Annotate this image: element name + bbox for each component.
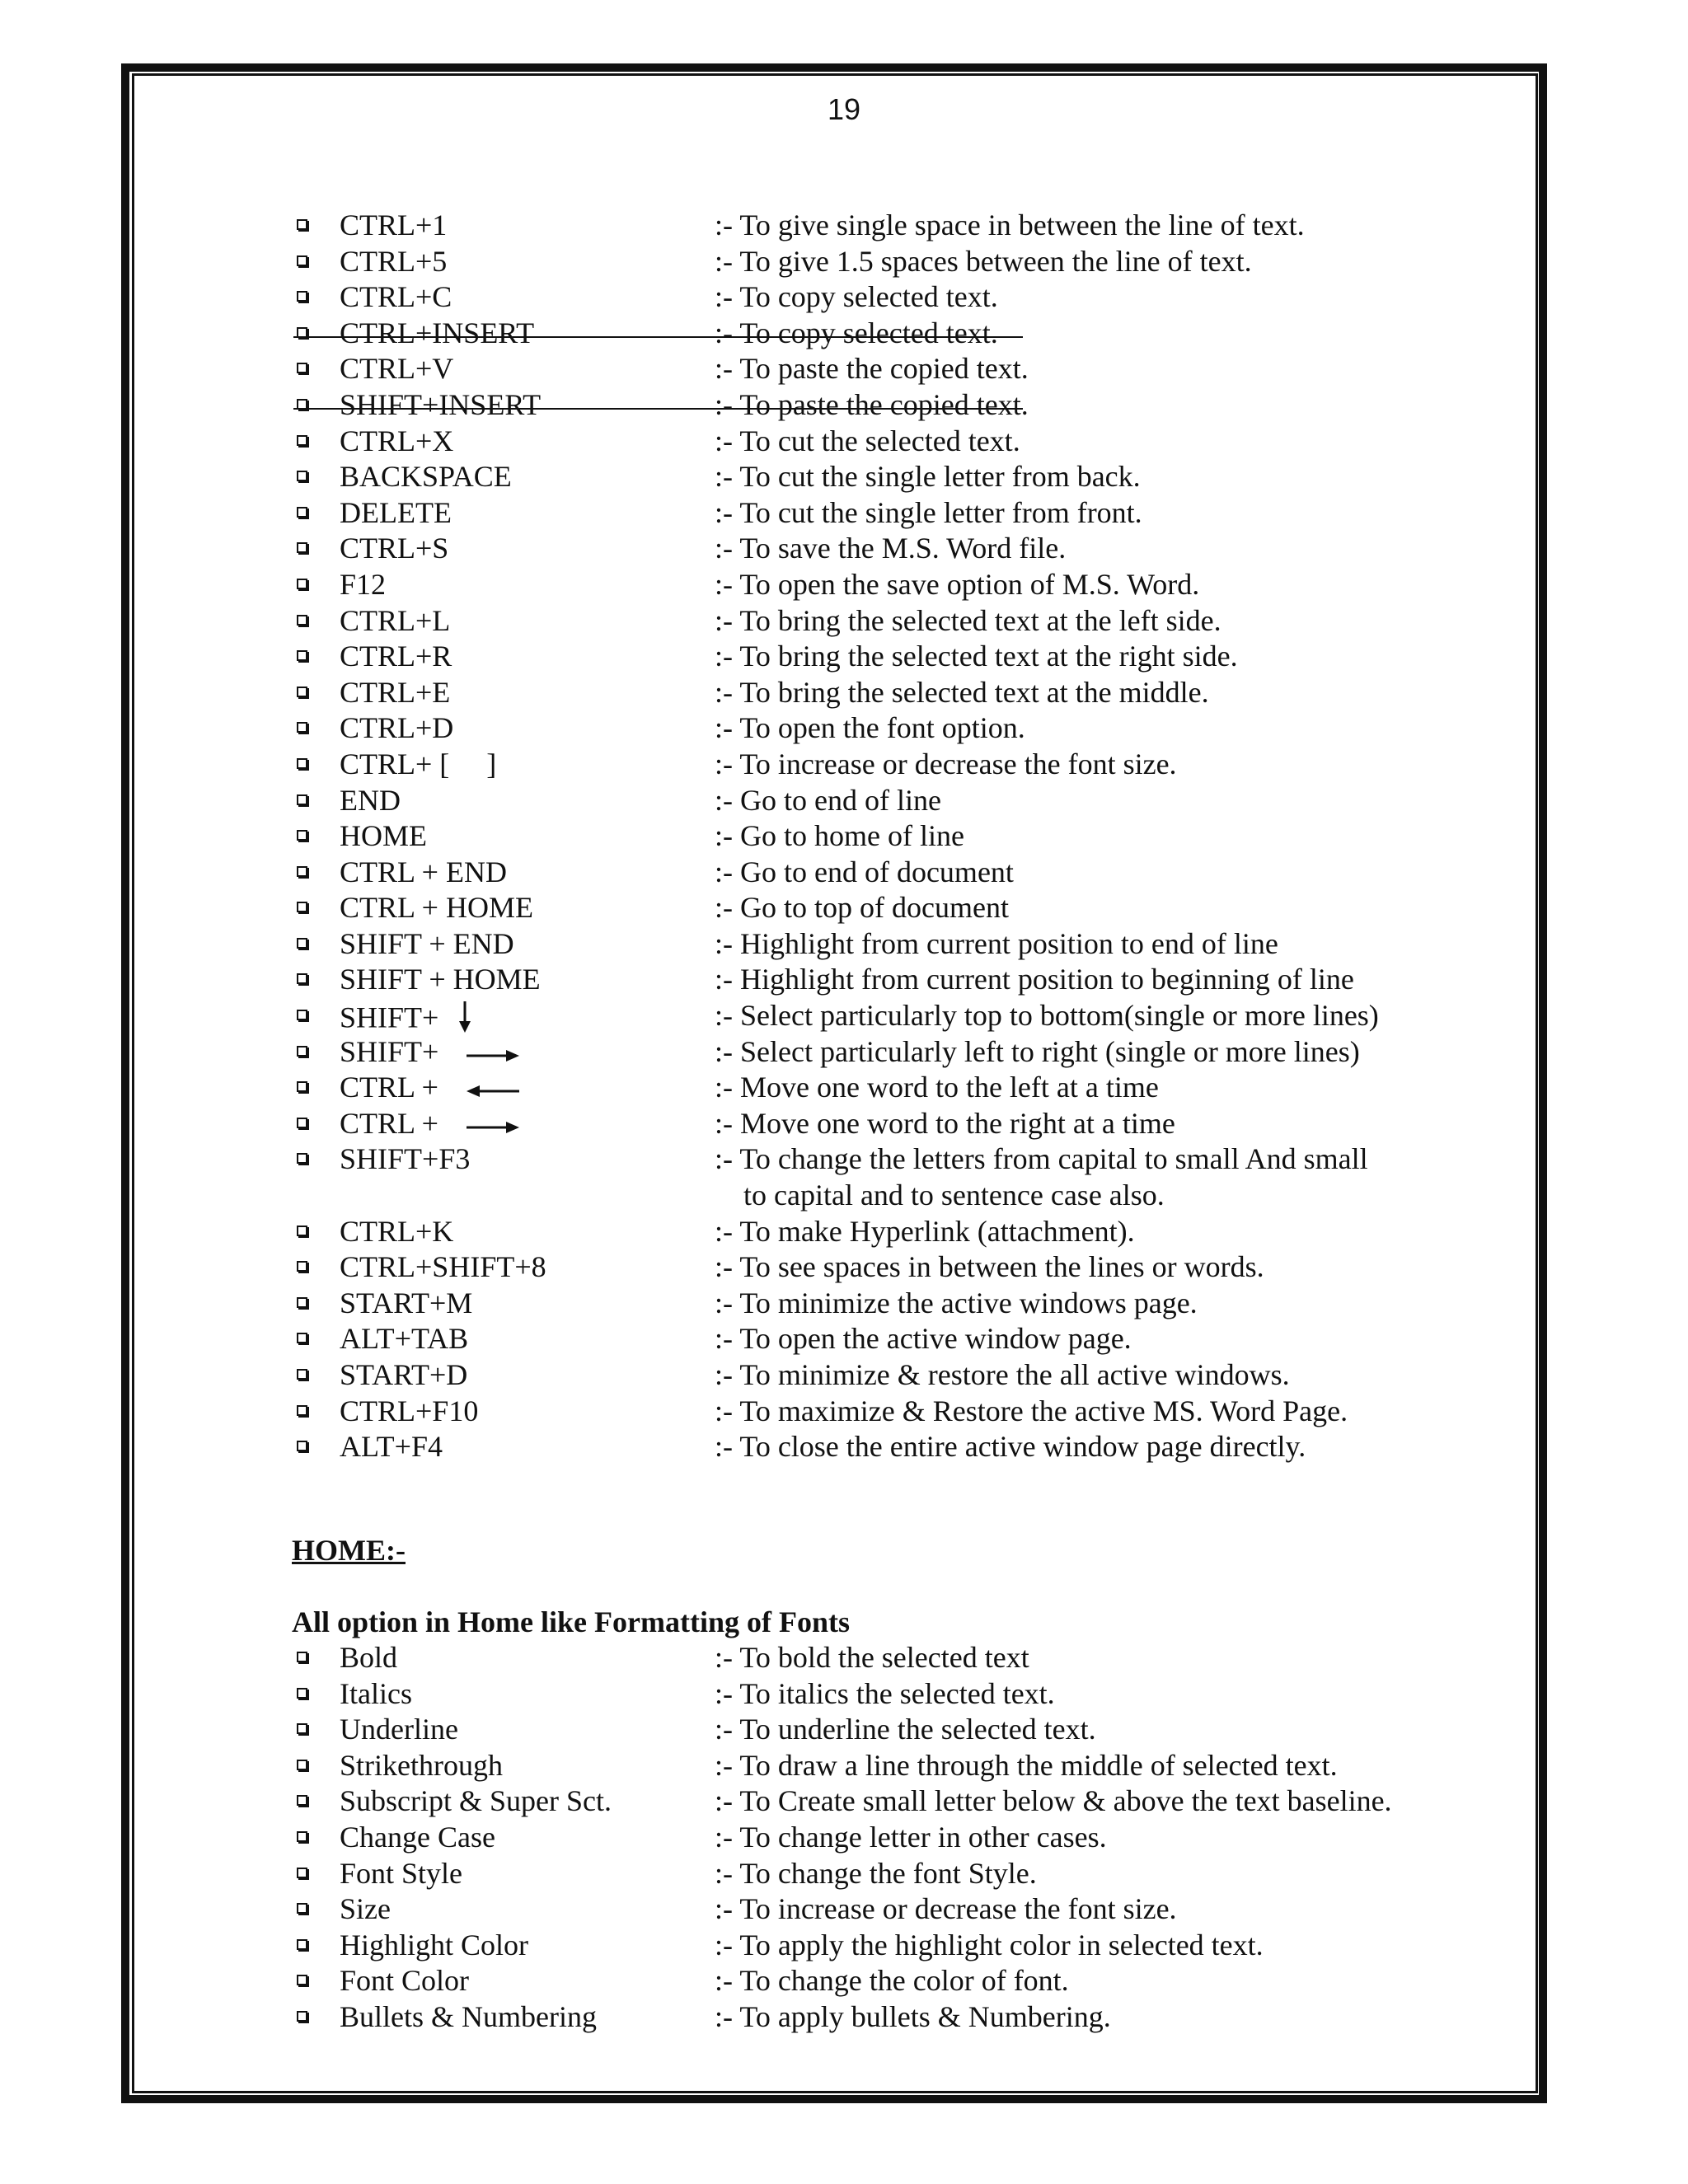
shortcut-key	[340, 1214, 453, 1250]
strikethrough-line	[293, 408, 1023, 410]
shortcut-description: :- To paste the copied text.	[715, 352, 1029, 386]
square-bullet-icon	[297, 1333, 307, 1343]
shortcut-key	[340, 1357, 467, 1394]
home-subheading: All option in Home like Formatting of Fonts	[292, 1605, 850, 1638]
shortcut-key-text: CTRL+D	[340, 711, 454, 745]
shortcut-key-text: SHIFT + END	[340, 926, 514, 960]
shortcut-key	[340, 603, 450, 640]
square-bullet-icon	[297, 1652, 307, 1662]
square-bullet-icon	[297, 1723, 307, 1734]
list-item	[290, 531, 1469, 567]
shortcut-key-text: Subscript & Super Sct.	[340, 1784, 612, 1818]
shortcut-key	[340, 855, 507, 891]
list-item	[290, 818, 1469, 855]
shortcut-key	[340, 1394, 478, 1430]
shortcut-description: :- Go to end of line	[715, 783, 941, 817]
square-bullet-icon	[297, 938, 307, 949]
shortcut-description: :- Select particularly top to bottom(single or more lines)	[715, 999, 1379, 1033]
square-bullet-icon	[297, 1369, 307, 1380]
list-item	[290, 1286, 1469, 1322]
shortcut-key	[340, 1999, 597, 2036]
shortcut-description: :- To maximize & Restore the active MS. Word Page.	[715, 1394, 1348, 1427]
shortcut-key	[340, 1640, 397, 1676]
list-item	[290, 926, 1469, 963]
shortcut-key	[340, 1820, 495, 1856]
shortcut-key-text: Change Case	[340, 1820, 495, 1854]
square-bullet-icon	[297, 973, 307, 984]
shortcut-key	[340, 279, 452, 316]
strikethrough-line	[293, 336, 1023, 338]
shortcut-key-text: Font Style	[340, 1856, 463, 1890]
list-item	[290, 639, 1469, 675]
shortcut-description: :- To paste the copied text.	[715, 387, 1029, 421]
shortcut-key-text: CTRL + END	[340, 855, 507, 888]
square-bullet-icon	[297, 1226, 307, 1236]
shortcut-description: :- To change the color of font.	[715, 1964, 1069, 1998]
list-item	[290, 1999, 1469, 2036]
square-bullet-icon	[297, 1939, 307, 1950]
square-bullet-icon	[297, 687, 307, 697]
shortcut-key-text: Underline	[340, 1713, 458, 1746]
shortcut-description: :- To copy selected text.	[715, 316, 998, 349]
list-item	[290, 1429, 1469, 1465]
shortcut-description: :- Go to home of line	[715, 819, 964, 853]
square-bullet-icon	[297, 1760, 307, 1770]
list-item	[290, 495, 1469, 532]
shortcut-key-text: DELETE	[340, 495, 452, 529]
shortcut-description: :- To apply bullets & Numbering.	[715, 1999, 1111, 2033]
shortcut-description: :- To open the active window page.	[715, 1322, 1132, 1356]
shortcut-description: :- To bring the selected text at the right side.	[715, 640, 1238, 673]
list-item	[290, 890, 1469, 926]
shortcut-description: :- To underline the selected text.	[715, 1713, 1096, 1746]
shortcut-key	[340, 316, 534, 352]
square-bullet-icon	[297, 722, 307, 733]
shortcut-key-text: CTRL+K	[340, 1214, 454, 1248]
page-number: 19	[827, 92, 861, 126]
shortcut-description: :- To minimize the active windows page.	[715, 1286, 1198, 1319]
list-item	[290, 1394, 1469, 1430]
list-item	[290, 783, 1469, 819]
shortcut-description: :- To open the font option.	[715, 711, 1025, 745]
shortcut-description-continued: to capital and to sentence case also.	[743, 1179, 1165, 1212]
list-item	[290, 1783, 1469, 1820]
shortcut-key	[340, 1783, 612, 1820]
shortcut-key	[340, 962, 541, 998]
shortcut-key	[340, 675, 450, 711]
square-bullet-icon	[297, 255, 307, 266]
shortcut-key	[340, 1070, 523, 1108]
shortcut-key-text: CTRL+R	[340, 640, 452, 673]
list-item	[290, 1214, 1469, 1250]
shortcut-description: :- Move one word to the left at a time	[715, 1071, 1159, 1104]
shortcut-key-text: CTRL+1	[340, 209, 448, 241]
square-bullet-icon	[297, 1010, 307, 1020]
shortcut-description: :- To close the entire active window page directly.	[715, 1430, 1306, 1464]
shortcut-key-text: CTRL+L	[340, 603, 451, 637]
square-bullet-icon	[297, 435, 307, 446]
shortcut-key-text: CTRL+SHIFT+8	[340, 1250, 546, 1284]
square-bullet-icon	[297, 1903, 307, 1914]
shortcut-key	[340, 495, 452, 532]
shortcut-key-text: CTRL+ [ ]	[340, 747, 497, 780]
shortcut-key-text: ALT+F4	[340, 1430, 443, 1464]
shortcut-list	[290, 208, 1469, 1465]
shortcut-key-text: CTRL +	[340, 1106, 438, 1140]
shortcut-description: :- To copy selected text.	[715, 280, 998, 314]
list-item	[290, 675, 1469, 711]
list-item	[290, 1070, 1469, 1106]
list-item	[290, 387, 1469, 424]
square-bullet-icon	[297, 2011, 307, 2022]
shortcut-key-text: Font Color	[340, 1964, 470, 1998]
shortcut-key	[340, 926, 514, 963]
home-options-list	[290, 1640, 1469, 2036]
square-bullet-icon	[297, 1405, 307, 1416]
shortcut-description: :- Go to top of document	[715, 891, 1009, 925]
shortcut-description: :- Go to end of document	[715, 855, 1014, 888]
shortcut-key	[340, 1712, 458, 1748]
list-item	[290, 1963, 1469, 1999]
square-bullet-icon	[297, 219, 307, 230]
shortcut-key-text: CTRL+S	[340, 532, 449, 565]
shortcut-key	[340, 1748, 503, 1784]
shortcut-key-text: HOME	[340, 819, 427, 853]
list-item	[290, 962, 1469, 998]
shortcut-key-text: CTRL+V	[340, 352, 454, 386]
square-bullet-icon	[297, 1868, 307, 1878]
shortcut-key-text: CTRL+E	[340, 675, 451, 709]
list-item	[290, 1676, 1469, 1713]
square-bullet-icon	[297, 1118, 307, 1128]
list-item	[290, 1748, 1469, 1784]
shortcut-key	[340, 1106, 523, 1145]
shortcut-description: :- To increase or decrease the font size.	[715, 747, 1177, 780]
shortcut-key	[340, 1429, 443, 1465]
square-bullet-icon	[297, 650, 307, 661]
shortcut-description: :- To bring the selected text at the left side.	[715, 603, 1221, 637]
shortcut-key-text: CTRL +	[340, 1071, 438, 1104]
shortcut-description: :- To cut the selected text.	[715, 424, 1020, 457]
shortcut-key-text: Bold	[340, 1641, 398, 1674]
home-heading: HOME:-	[292, 1534, 406, 1567]
list-item	[290, 1640, 1469, 1676]
shortcut-key	[340, 531, 448, 567]
shortcut-key-text: CTRL+INSERT	[340, 316, 535, 349]
shortcut-key	[340, 459, 512, 495]
square-bullet-icon	[297, 579, 307, 589]
shortcut-key-text: ALT+TAB	[340, 1322, 469, 1356]
square-bullet-icon	[297, 291, 307, 302]
list-item	[290, 1106, 1469, 1142]
shortcut-key	[340, 1676, 412, 1713]
list-item	[290, 710, 1469, 747]
shortcut-key-text: START+D	[340, 1358, 468, 1391]
shortcut-description: :- To change the letters from capital to small And small	[715, 1142, 1368, 1176]
square-bullet-icon	[297, 363, 307, 373]
shortcut-key-text: SHIFT + HOME	[340, 963, 541, 996]
shortcut-key-text: SHIFT+	[340, 1001, 439, 1034]
square-bullet-icon	[297, 615, 307, 626]
list-item	[290, 1034, 1469, 1071]
square-bullet-icon	[297, 1831, 307, 1842]
shortcut-description: :- To bring the selected text at the middle.	[715, 675, 1209, 709]
shortcut-key	[340, 710, 453, 747]
shortcut-key-text: CTRL+C	[340, 280, 452, 314]
square-bullet-icon	[297, 830, 307, 841]
square-bullet-icon	[297, 1441, 307, 1451]
square-bullet-icon	[297, 507, 307, 518]
shortcut-description: :- Move one word to the right at a time	[715, 1106, 1175, 1140]
shortcut-key	[340, 387, 541, 424]
shortcut-key	[340, 1891, 391, 1928]
shortcut-key-text: BACKSPACE	[340, 460, 512, 494]
shortcut-key-text: Strikethrough	[340, 1748, 503, 1782]
shortcut-key	[340, 567, 386, 603]
right-arrow-icon	[463, 1037, 523, 1073]
shortcut-description: :- Highlight from current position to end of line	[715, 926, 1278, 960]
shortcut-key	[340, 1928, 528, 1964]
list-item	[290, 1712, 1469, 1748]
shortcut-key-text: END	[340, 783, 401, 817]
shortcut-description: :- To Create small letter below & above the text baseline.	[715, 1784, 1392, 1818]
square-bullet-icon	[297, 794, 307, 805]
list-item	[290, 998, 1469, 1034]
shortcut-description: :- To italics the selected text.	[715, 1676, 1055, 1710]
shortcut-description: :- To increase or decrease the font size.	[715, 1892, 1177, 1926]
square-bullet-icon	[297, 1153, 307, 1164]
shortcut-key	[340, 351, 453, 387]
shortcut-key	[340, 244, 447, 280]
shortcut-key	[340, 1034, 523, 1073]
shortcut-key-text: Highlight Color	[340, 1928, 529, 1961]
shortcut-description: :- To change the font Style.	[715, 1856, 1037, 1890]
shortcut-description: :- To see spaces in between the lines or words.	[715, 1250, 1264, 1284]
square-bullet-icon	[297, 1046, 307, 1057]
list-item	[290, 279, 1469, 316]
shortcut-description: :- To minimize & restore the all active windows.	[715, 1358, 1290, 1391]
list-item	[290, 747, 1469, 783]
square-bullet-icon	[297, 902, 307, 912]
square-bullet-icon	[297, 866, 307, 877]
shortcut-key-text: Size	[340, 1892, 391, 1926]
square-bullet-icon	[297, 1688, 307, 1699]
list-item	[290, 1141, 1469, 1213]
list-item	[290, 1820, 1469, 1856]
list-item	[290, 1928, 1469, 1964]
list-item	[290, 855, 1469, 891]
shortcut-description: :- To cut the single letter from back.	[715, 460, 1141, 494]
shortcut-key	[340, 1856, 462, 1892]
shortcut-key-text: Bullets & Numbering	[340, 1999, 597, 2033]
left-arrow-icon	[463, 1072, 523, 1108]
shortcut-key-text: SHIFT+F3	[340, 1142, 471, 1176]
shortcut-key	[340, 1286, 472, 1322]
shortcut-key-text: CTRL + HOME	[340, 891, 533, 925]
shortcut-key	[340, 747, 496, 783]
list-item	[290, 1249, 1469, 1286]
shortcut-description: :- To bold the selected text	[715, 1641, 1029, 1674]
square-bullet-icon	[297, 1297, 307, 1308]
shortcut-description: :- To change letter in other cases.	[715, 1820, 1107, 1854]
shortcut-description: :- To draw a line through the middle of selected text.	[715, 1748, 1338, 1782]
shortcut-key-text: START+M	[340, 1286, 473, 1319]
shortcut-key	[340, 1321, 468, 1357]
shortcut-key	[340, 783, 401, 819]
square-bullet-icon	[297, 758, 307, 769]
shortcut-description: :- To make Hyperlink (attachment).	[715, 1214, 1135, 1248]
shortcut-key	[340, 1141, 470, 1178]
shortcut-key-text: CTRL+F10	[340, 1394, 479, 1427]
shortcut-key	[340, 1963, 469, 1999]
square-bullet-icon	[297, 1081, 307, 1092]
shortcut-key-text: SHIFT+	[340, 1034, 439, 1068]
shortcut-key-text: F12	[340, 567, 387, 601]
shortcut-description: :- To give single space in between the line of text.	[715, 209, 1305, 241]
shortcut-key-text: CTRL+5	[340, 244, 448, 278]
list-item	[290, 208, 1469, 244]
shortcut-description: :- Highlight from current position to beginning of line	[715, 963, 1354, 996]
shortcut-key	[340, 424, 453, 460]
square-bullet-icon	[297, 542, 307, 553]
shortcut-key	[340, 639, 452, 675]
shortcut-key-text: CTRL+X	[340, 424, 454, 457]
shortcut-description: :- To open the save option of M.S. Word.	[715, 567, 1200, 601]
shortcut-key	[340, 208, 447, 244]
shortcut-description: :- Select particularly left to right (single or more lines)	[715, 1034, 1360, 1068]
list-item	[290, 351, 1469, 387]
shortcut-description: :- To cut the single letter from front.	[715, 495, 1142, 529]
list-item	[290, 567, 1469, 603]
shortcut-key	[340, 818, 427, 855]
shortcut-key-text: SHIFT+INSERT	[340, 387, 542, 421]
list-item	[290, 316, 1469, 352]
shortcut-description: :- To apply the highlight color in selected text.	[715, 1928, 1264, 1961]
list-item	[290, 1891, 1469, 1928]
square-bullet-icon	[297, 1975, 307, 1985]
list-item	[290, 459, 1469, 495]
list-item	[290, 244, 1469, 280]
shortcut-key-text: Italics	[340, 1676, 412, 1710]
square-bullet-icon	[297, 1261, 307, 1272]
shortcut-key	[340, 1249, 546, 1286]
shortcut-description: :- To save the M.S. Word file.	[715, 532, 1067, 565]
shortcut-key	[340, 890, 533, 926]
list-item	[290, 603, 1469, 640]
shortcut-description: :- To give 1.5 spaces between the line of text.	[715, 244, 1252, 278]
right-arrow-icon	[463, 1108, 523, 1145]
list-item	[290, 1321, 1469, 1357]
list-item	[290, 1357, 1469, 1394]
square-bullet-icon	[297, 471, 307, 481]
square-bullet-icon	[297, 1795, 307, 1806]
list-item	[290, 424, 1469, 460]
list-item	[290, 1856, 1469, 1892]
